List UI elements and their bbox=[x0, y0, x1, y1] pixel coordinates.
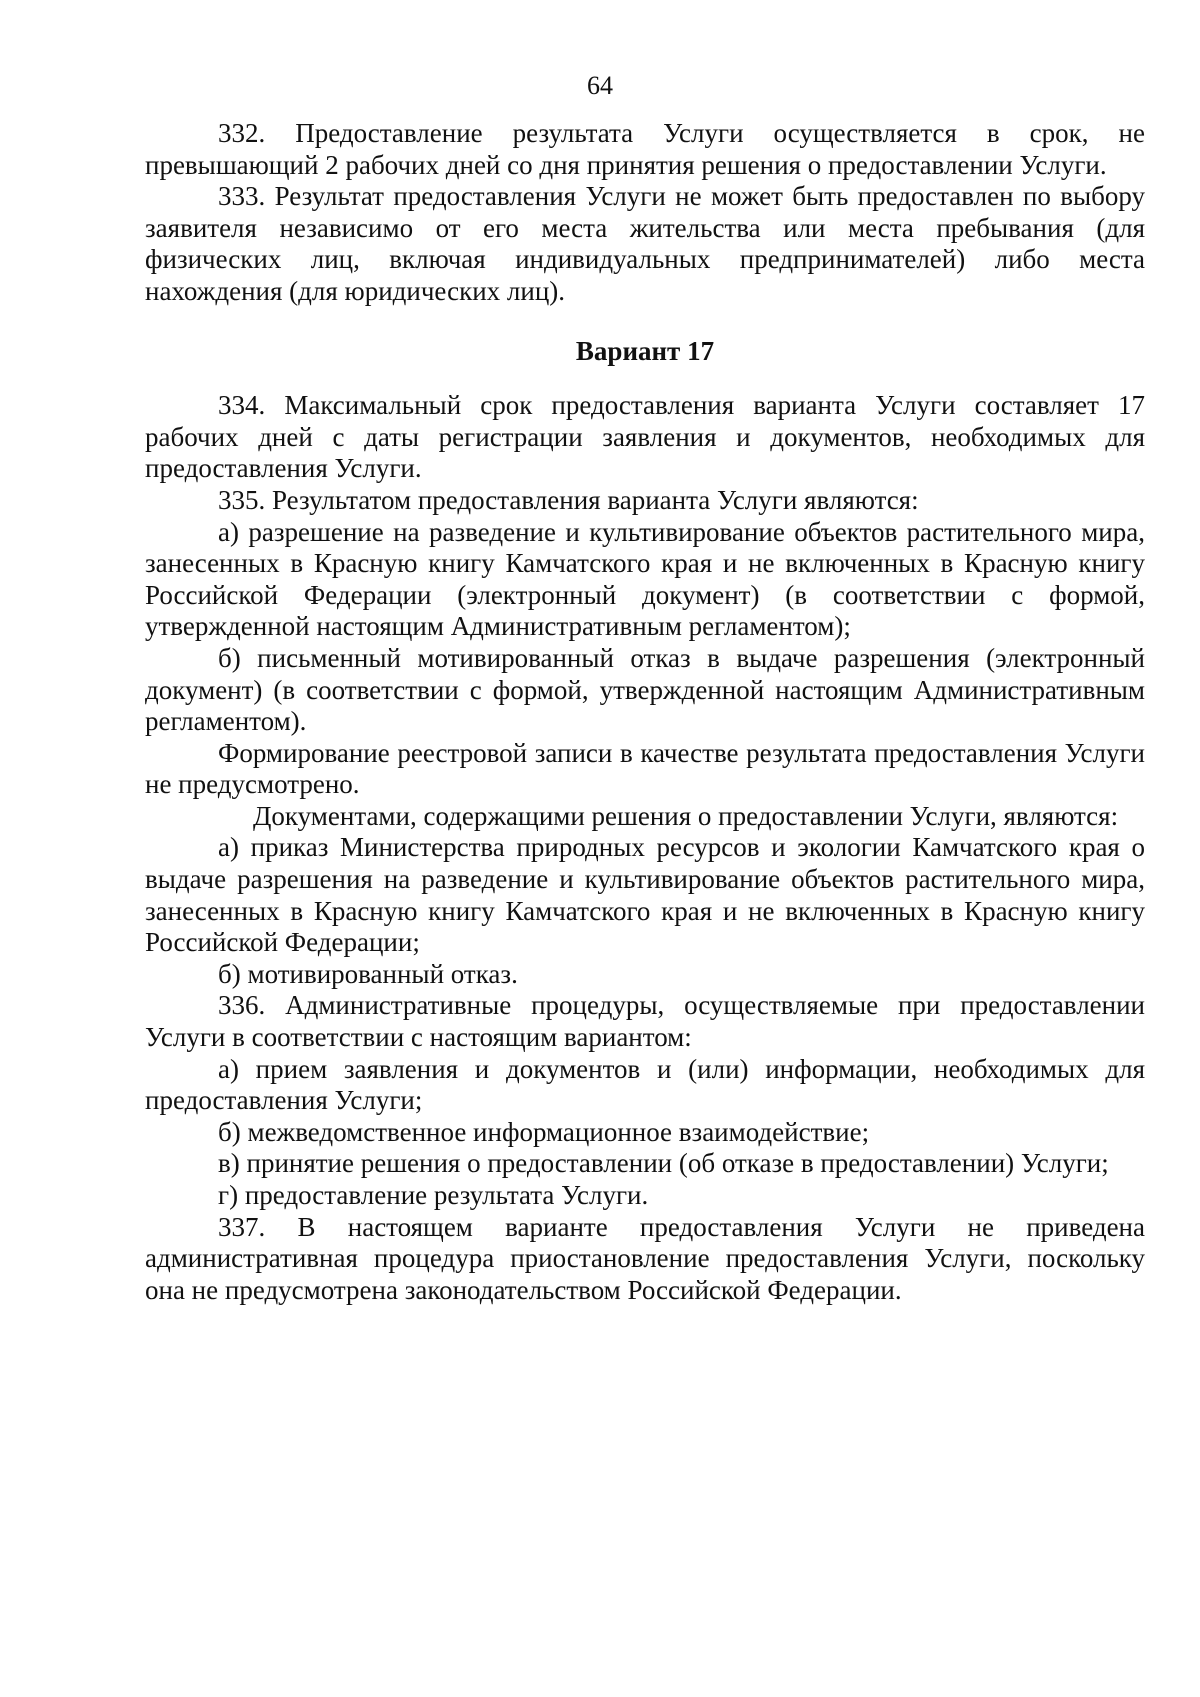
paragraph-333: 333. Результат предоставления Услуги не может быть предоставлен по выбору заявителя независимо от его места жительства или места пребывания (для физических лиц, включая индивидуальных предпринимателей) либо места нахождения (для юридических лиц). bbox=[145, 181, 1145, 306]
list-item-336-b: б) межведомственное информационное взаимодействие; bbox=[218, 1116, 870, 1147]
section-heading: Вариант 17 bbox=[575, 335, 715, 366]
list-item-335-b: б) письменный мотивированный отказ в выдаче разрешения (электронный документ) (в соответствии с формой, утвержденной настоящим Административным регламентом). bbox=[145, 642, 1145, 737]
paragraph-336: 336. Административные процедуры, осуществляемые при предоставлении Услуги в соответствии с настоящим вариантом: bbox=[145, 990, 1145, 1053]
paragraph-337: 337. В настоящем варианте предоставления Услуги не приведена административная процедура приостановление предоставления Услуги, поскольку она не предусмотрена законодательством Российской Федерации. bbox=[145, 1211, 1145, 1305]
paragraph-334: 334. Максимальный срок предоставления варианта Услуги составляет 17 рабочих дней с даты регистрации заявления и документов, необходимых для предоставления Услуги. bbox=[145, 390, 1145, 484]
list-item-336-d: г) предоставление результата Услуги. bbox=[218, 1180, 649, 1210]
paragraph-332: 332. Предоставление результата Услуги осуществляется в срок, не превышающий 2 рабочих дней со дня принятия решения о предоставлении Услуги. bbox=[145, 118, 1145, 180]
paragraph-decision-documents: Документами, содержащими решения о предоставлении Услуги, являются: bbox=[253, 800, 1119, 831]
paragraph-335: 335. Результатом предоставления варианта Услуги являются: bbox=[218, 484, 919, 515]
document-body bbox=[145, 118, 1145, 1306]
list-item-336-c: в) принятие решения о предоставлении (об отказе в предоставлении) Услуги; bbox=[218, 1148, 1109, 1179]
list-item-documents-a: а) приказ Министерства природных ресурсов и экологии Камчатского края о выдаче разрешения на разведение и культивирование объектов растительного мира, занесенных в Красную книгу Камчатского края и не включенных в Красную книгу Российской Федерации; bbox=[145, 832, 1145, 958]
page-number: 64 bbox=[587, 71, 613, 100]
list-item-documents-b: б) мотивированный отказ. bbox=[218, 958, 518, 989]
list-item-335-a: а) разрешение на разведение и культивирование объектов растительного мира, занесенных в Красную книгу Камчатского края и не включенных в Красную книгу Российской Федерации (электронный документ) (в соответствии с формой, утвержденной настоящим Административным регламентом); bbox=[145, 516, 1145, 642]
paragraph-registry-record: Формирование реестровой записи в качестве результата предоставления Услуги не предусмотрено. bbox=[145, 737, 1145, 800]
list-item-336-a: а) прием заявления и документов и (или) информации, необходимых для предоставления Услуги; bbox=[145, 1053, 1145, 1116]
